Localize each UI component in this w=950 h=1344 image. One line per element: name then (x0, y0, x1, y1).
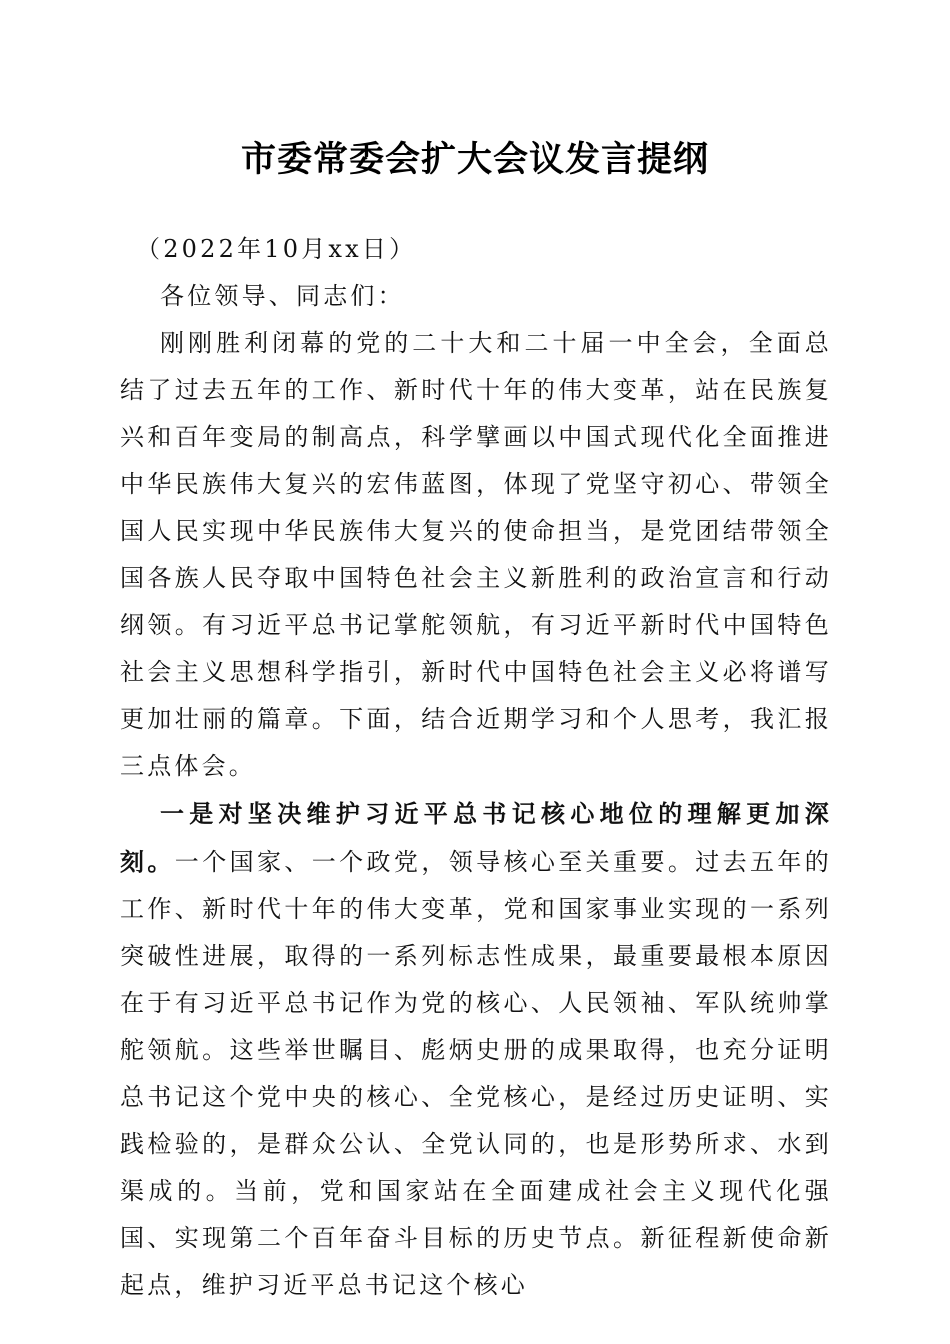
salutation: 各位领导、同志们： (160, 282, 405, 310)
date-line: （2022年10月xx日） (136, 235, 417, 263)
document-body (120, 226, 832, 1309)
paragraph-2-lead: 一是对坚决维护习近平总书记核心地位的理解更加深刻。 (120, 799, 832, 876)
document-title: 市委常委会扩大会议发言提纲 (240, 139, 709, 180)
paragraph-1: 刚刚胜利闭幕的党的二十大和二十届一中全会，全面总结了过去五年的工作、新时代十年的伟大变革，站在民族复兴和百年变局的制高点，科学擘画以中国式现代化全面推进中华民族伟大复兴的宏伟蓝图，体现了党坚守初心、带领全国人民实现中华民族伟大复兴的使命担当，是党团结带领全国各族人民夺取中国特色社会主义新胜利的政治宣言和行动纲领。有习近平总书记掌舵领航，有习近平新时代中国特色社会主义思想科学指引，新时代中国特色社会主义必将谱写更加壮丽的篇章。下面，结合近期学习和个人思考，我汇报三点体会。 (120, 329, 832, 780)
paragraph-2-body: 一个国家、一个政党，领导核心至关重要。过去五年的工作、新时代十年的伟大变革，党和国家事业实现的一系列突破性进展，取得的一系列标志性成果，最重要最根本原因在于有习近平总书记作为党的核心、人民领袖、军队统帅掌舵领航。这些举世瞩目、彪炳史册的成果取得，也充分证明总书记这个党中央的核心、全党核心，是经过历史证明、实践检验的，是群众公认、全党认同的，也是形势所求、水到渠成的。当前，党和国家站在全面建成社会主义现代化强国、实现第二个百年奋斗目标的历史节点。新征程新使命新起点，维护习近平总书记这个核心 (120, 848, 832, 1299)
paragraph-2 (120, 790, 832, 1309)
